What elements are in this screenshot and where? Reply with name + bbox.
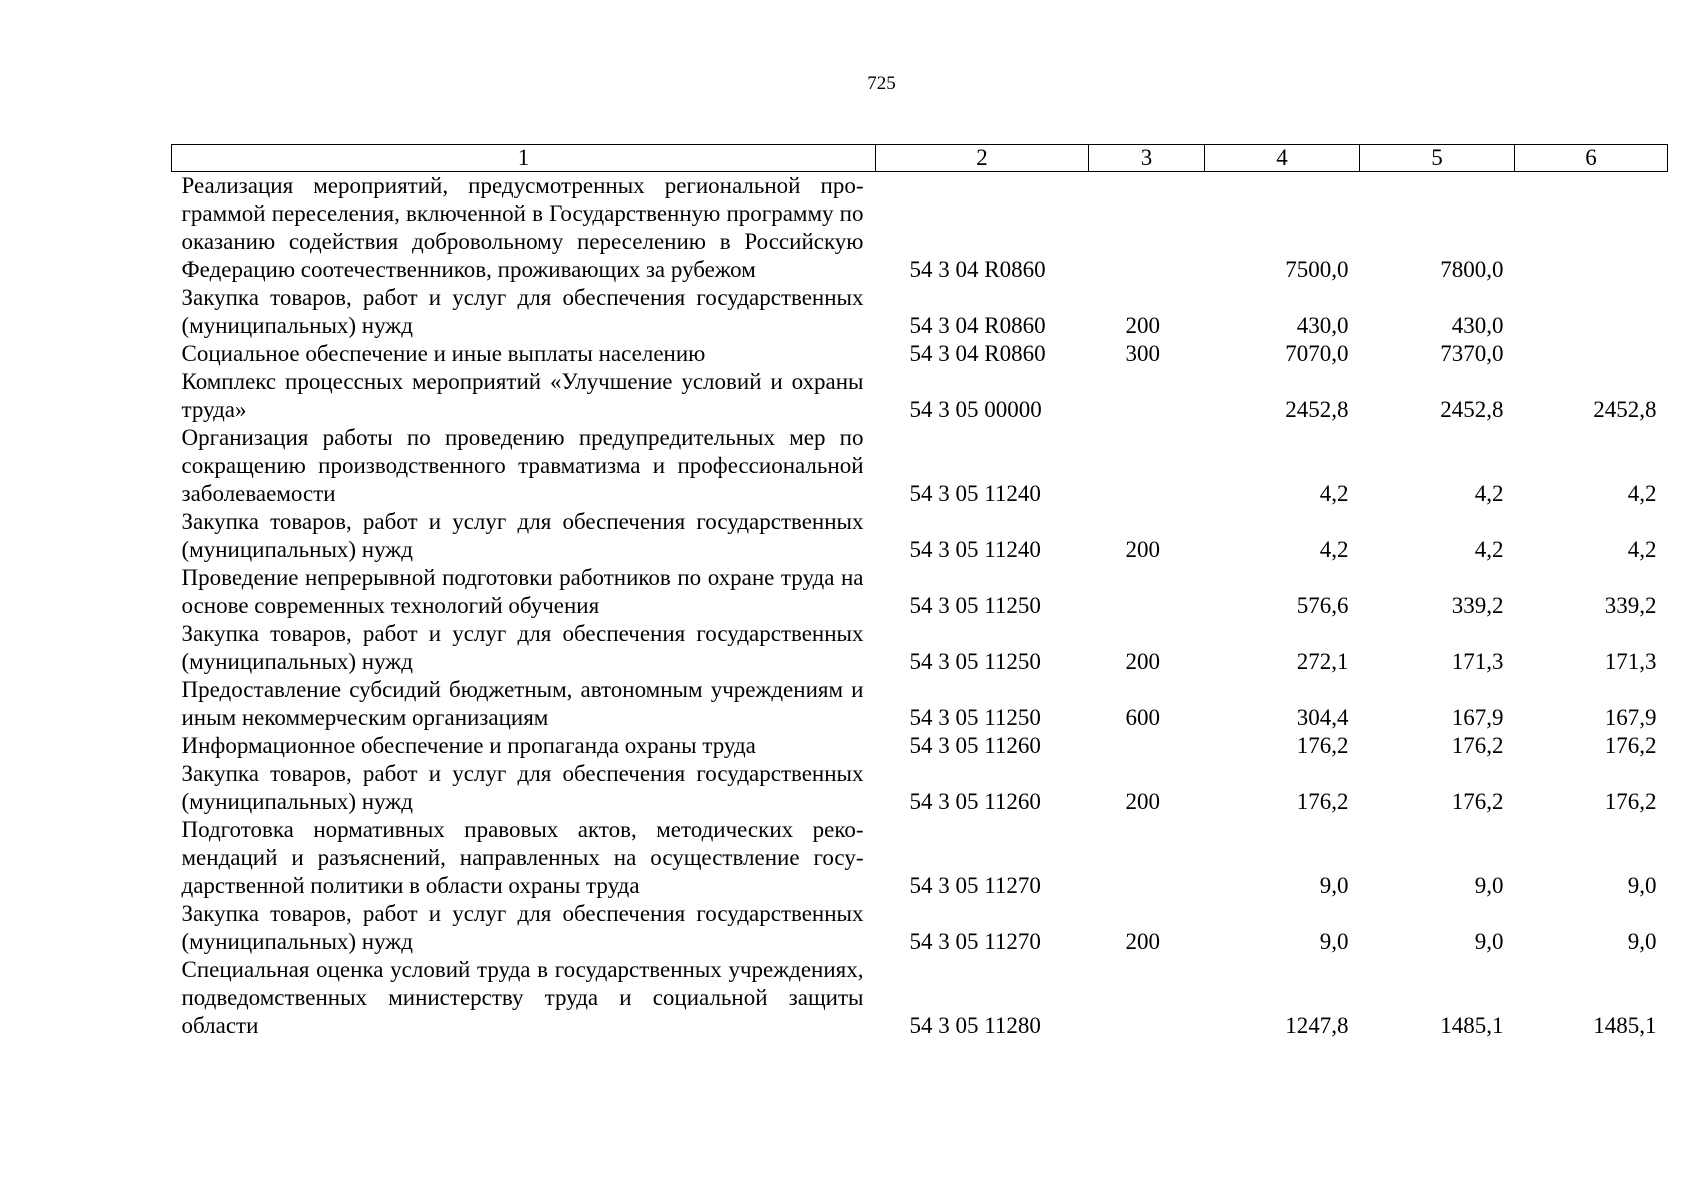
row-expense-type: 300 xyxy=(1125,341,1160,366)
budget-table xyxy=(171,144,1668,1040)
row-value-4: 576,6 xyxy=(1296,593,1349,618)
row-code: 54 3 05 11260 xyxy=(909,733,1041,758)
table-row xyxy=(172,816,1668,900)
row-value-4: 4,2 xyxy=(1319,537,1349,562)
row-code: 54 3 05 11240 xyxy=(909,537,1041,562)
row-value-5: 7370,0 xyxy=(1440,341,1504,366)
table-row xyxy=(172,732,1668,760)
table-row xyxy=(172,956,1668,1040)
table-row xyxy=(172,564,1668,620)
table-row xyxy=(172,340,1668,368)
row-value-6: 9,0 xyxy=(1627,873,1657,898)
column-header-6: 6 xyxy=(1515,145,1668,172)
column-header-4: 4 xyxy=(1205,145,1360,172)
row-value-5: 7800,0 xyxy=(1440,257,1504,282)
row-expense-type: 200 xyxy=(1125,789,1160,814)
row-expense-type xyxy=(1089,956,1205,1040)
table-header xyxy=(172,145,1668,172)
row-code: 54 3 05 11250 xyxy=(909,593,1041,618)
row-value-4: 9,0 xyxy=(1319,873,1349,898)
row-expense-type xyxy=(1089,172,1205,285)
row-value-4: 176,2 xyxy=(1296,733,1349,758)
row-code: 54 3 05 11270 xyxy=(909,929,1041,954)
row-name: Реализация мероприятий, предусмотренных региональной программой переселения, включенной в Государственную программу по оказанию содействия добровольному переселению в Российскую Федерацию соотечественников, проживающих за рубежом xyxy=(181,173,864,282)
row-value-4: 430,0 xyxy=(1296,313,1349,338)
row-value-4: 2452,8 xyxy=(1285,397,1349,422)
row-value-6: 339,2 xyxy=(1604,593,1657,618)
row-code: 54 3 04 R0860 xyxy=(909,257,1046,282)
row-expense-type xyxy=(1089,368,1205,424)
row-value-5: 171,3 xyxy=(1451,649,1504,674)
header-row xyxy=(172,145,1668,172)
row-value-4: 272,1 xyxy=(1296,649,1349,674)
row-value-5: 176,2 xyxy=(1451,789,1504,814)
row-expense-type: 200 xyxy=(1125,929,1160,954)
row-value-4: 304,4 xyxy=(1296,705,1349,730)
row-code: 54 3 04 R0860 xyxy=(909,313,1046,338)
row-name: Информационное обеспечение и пропаганда охраны труда xyxy=(181,733,756,758)
row-expense-type xyxy=(1089,816,1205,900)
table-body xyxy=(172,172,1668,1041)
table-row xyxy=(172,900,1668,956)
row-expense-type xyxy=(1089,732,1205,760)
row-value-6: 167,9 xyxy=(1604,705,1657,730)
row-code: 54 3 05 00000 xyxy=(909,397,1042,422)
row-value-4: 7070,0 xyxy=(1285,341,1349,366)
row-value-6: 171,3 xyxy=(1604,649,1657,674)
row-value-6 xyxy=(1515,340,1668,368)
row-value-5: 4,2 xyxy=(1474,537,1504,562)
row-value-5: 9,0 xyxy=(1474,929,1504,954)
row-value-6: 9,0 xyxy=(1627,929,1657,954)
row-name: Закупка товаров, работ и услуг для обеспечения государственных (муниципальных) нужд xyxy=(181,621,864,674)
column-header-2: 2 xyxy=(876,145,1089,172)
table-row xyxy=(172,760,1668,816)
row-expense-type: 200 xyxy=(1125,649,1160,674)
row-value-4: 7500,0 xyxy=(1285,257,1349,282)
row-code: 54 3 05 11240 xyxy=(909,481,1041,506)
row-name: Социальное обеспечение и иные выплаты населению xyxy=(181,341,706,366)
row-value-6: 4,2 xyxy=(1627,481,1657,506)
row-name: Организация работы по проведению предупредительных мер по сокращению производственного травматизма и профессиональной заболеваемости xyxy=(181,425,864,506)
row-expense-type: 200 xyxy=(1125,313,1160,338)
row-value-5: 4,2 xyxy=(1474,481,1504,506)
row-value-5: 430,0 xyxy=(1451,313,1504,338)
row-value-4: 4,2 xyxy=(1319,481,1349,506)
row-expense-type xyxy=(1089,564,1205,620)
table-row xyxy=(172,368,1668,424)
row-name: Закупка товаров, работ и услуг для обеспечения государственных (муниципальных) нужд xyxy=(181,901,864,954)
row-name: Закупка товаров, работ и услуг для обеспечения государственных (муниципальных) нужд xyxy=(181,761,864,814)
row-code: 54 3 05 11260 xyxy=(909,789,1041,814)
table-row xyxy=(172,620,1668,676)
row-value-6: 176,2 xyxy=(1604,733,1657,758)
row-value-5: 1485,1 xyxy=(1440,1013,1504,1038)
row-code: 54 3 05 11250 xyxy=(909,649,1041,674)
row-value-6 xyxy=(1515,284,1668,340)
row-value-6: 4,2 xyxy=(1627,537,1657,562)
column-header-3: 3 xyxy=(1089,145,1205,172)
table-row xyxy=(172,424,1668,508)
row-name: Закупка товаров, работ и услуг для обеспечения государственных (муниципальных) нужд xyxy=(181,509,864,562)
row-expense-type: 600 xyxy=(1125,705,1160,730)
row-value-6: 176,2 xyxy=(1604,789,1657,814)
table-row xyxy=(172,172,1668,285)
column-header-5: 5 xyxy=(1360,145,1515,172)
row-name: Проведение непрерывной подготовки работников по охране труда на основе современных технологий обучения xyxy=(181,565,864,618)
row-name: Закупка товаров, работ и услуг для обеспечения государственных (муниципальных) нужд xyxy=(181,285,864,338)
table-row xyxy=(172,284,1668,340)
column-header-1: 1 xyxy=(172,145,876,172)
row-value-4: 1247,8 xyxy=(1285,1013,1349,1038)
row-code: 54 3 04 R0860 xyxy=(909,341,1046,366)
row-value-6 xyxy=(1515,172,1668,285)
row-code: 54 3 05 11250 xyxy=(909,705,1041,730)
row-code: 54 3 05 11270 xyxy=(909,873,1041,898)
row-name: Специальная оценка условий труда в государственных учреждениях, подведомственных министерству труда и социальной защиты области xyxy=(181,957,864,1038)
row-name: Предоставление субсидий бюджетным, автономным учреждениям и иным некоммерческим организациям xyxy=(181,677,864,730)
row-name: Комплекс процессных мероприятий «Улучшение условий и охраны труда» xyxy=(181,369,864,422)
page-number: 725 xyxy=(867,73,896,94)
row-value-5: 9,0 xyxy=(1474,873,1504,898)
row-value-6: 2452,8 xyxy=(1593,397,1657,422)
row-value-6: 1485,1 xyxy=(1593,1013,1657,1038)
row-value-5: 2452,8 xyxy=(1440,397,1504,422)
row-expense-type xyxy=(1089,424,1205,508)
row-value-4: 9,0 xyxy=(1319,929,1349,954)
row-value-5: 167,9 xyxy=(1451,705,1504,730)
row-code: 54 3 05 11280 xyxy=(909,1013,1041,1038)
row-expense-type: 200 xyxy=(1125,537,1160,562)
table-row xyxy=(172,508,1668,564)
row-value-5: 339,2 xyxy=(1451,593,1504,618)
table-row xyxy=(172,676,1668,732)
row-value-4: 176,2 xyxy=(1296,789,1349,814)
row-name: Подготовка нормативных правовых актов, методических рекомендаций и разъяснений, направленных на осуществление государственной политики в области охраны труда xyxy=(181,817,864,898)
row-value-5: 176,2 xyxy=(1451,733,1504,758)
